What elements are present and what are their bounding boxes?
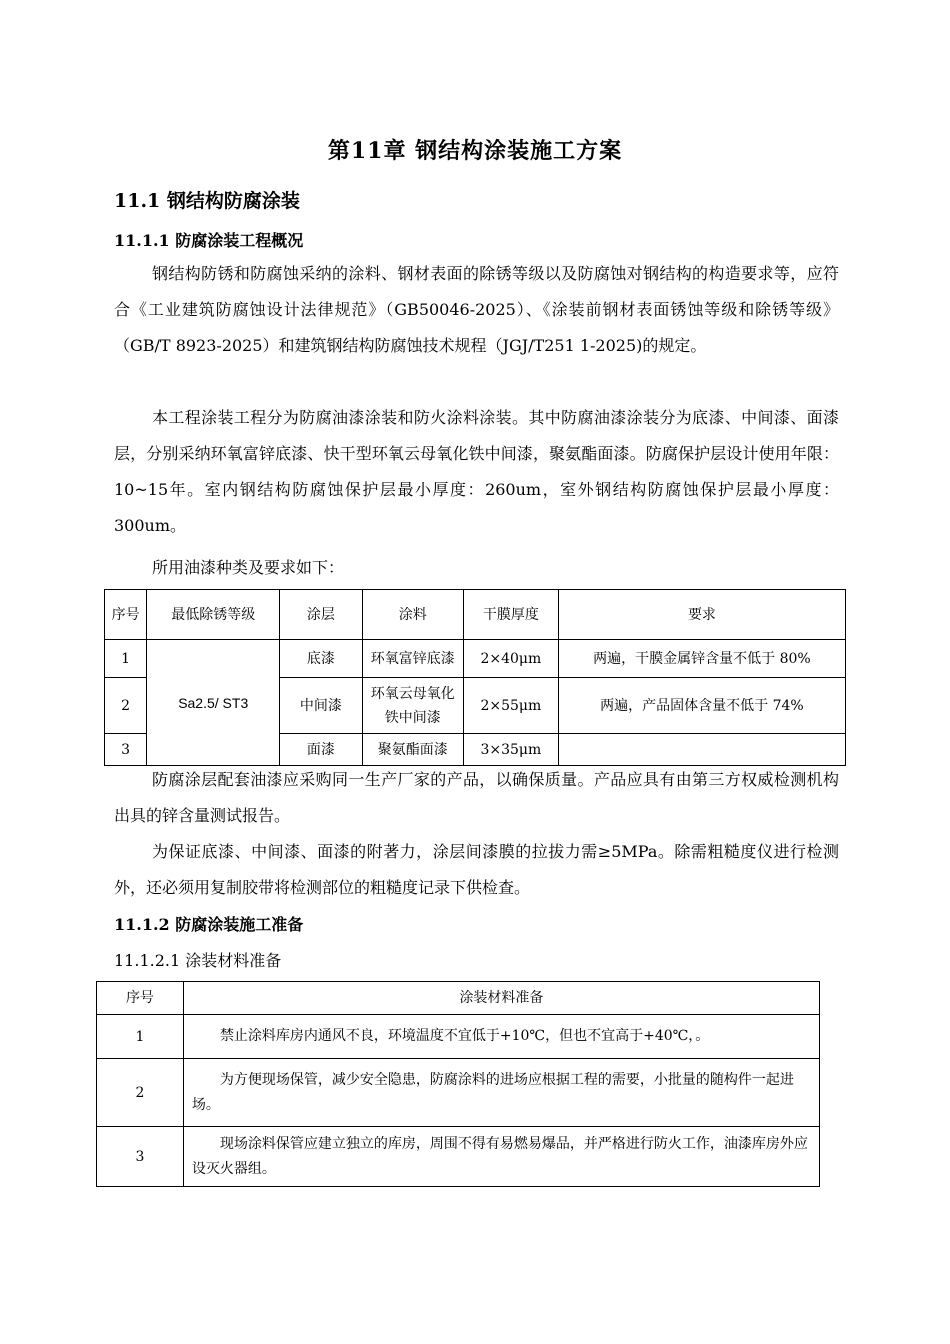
paragraph-overview: 钢结构防锈和防腐蚀采纳的涂料、钢材表面的除锈等级以及防腐蚀对钢结构的构造要求等，应符合《工业建筑防腐蚀设计法律规范》（GB50046-2025）、《涂装前钢材表面锈蚀等级和除锈等级》（GB/T 8923-2025）和建筑钢结构防腐蚀技术规程（JGJ/T251 1-2025)的规定。 <box>114 264 839 355</box>
cell-no: 3 <box>97 1127 184 1187</box>
cell-no: 1 <box>97 1015 184 1059</box>
cell-no: 2 <box>97 1059 184 1127</box>
cell-paint: 环氧云母氧化铁中间漆 <box>362 678 463 734</box>
subsection-title-2-1: 11.1.2.1 涂装材料准备 <box>114 951 282 970</box>
table-header-row <box>105 590 846 640</box>
section-title: 11.1 钢结构防腐涂装 <box>114 190 300 212</box>
cell-paint: 环氧富锌底漆 <box>362 640 463 678</box>
cell-no: 1 <box>105 640 147 678</box>
header-no: 序号 <box>105 590 147 640</box>
cell-thickness: 2×55μm <box>463 678 558 734</box>
cell-no: 3 <box>105 734 147 766</box>
cell-text: 现场涂料保管应建立独立的库房，周围不得有易燃易爆品，并严格进行防火工作，油漆库房外应设灭火器组。 <box>183 1127 819 1187</box>
chapter-title: 第11章 钢结构涂装施工方案 <box>327 138 623 164</box>
table-header-row <box>97 982 820 1015</box>
cell-layer: 底漆 <box>280 640 362 678</box>
header-layer: 涂层 <box>280 590 362 640</box>
material-preparation-table <box>96 981 820 1187</box>
header-requirement: 要求 <box>558 590 845 640</box>
cell-layer: 中间漆 <box>280 678 362 734</box>
cell-requirement <box>558 734 845 766</box>
header-no: 序号 <box>97 982 184 1015</box>
header-grade: 最低除锈等级 <box>147 590 280 640</box>
table-row <box>105 640 846 678</box>
cell-thickness: 3×35μm <box>463 734 558 766</box>
subsection-title-2: 11.1.2 防腐涂装施工准备 <box>114 915 304 934</box>
cell-text: 为方便现场保管，减少安全隐患，防腐涂料的进场应根据工程的需要，小批量的随构件一起进场。 <box>183 1059 819 1127</box>
paragraph-supplier: 防腐涂层配套油漆应采购同一生产厂家的产品，以确保质量。产品应具有由第三方权威检测机构出具的锌含量测试报告。 <box>114 770 839 825</box>
subsection-title-1: 11.1.1 防腐涂装工程概况 <box>114 231 304 250</box>
table-row <box>97 1015 820 1059</box>
cell-paint: 聚氨酯面漆 <box>362 734 463 766</box>
cell-thickness: 2×40μm <box>463 640 558 678</box>
cell-requirement: 两遍，干膜金属锌含量不低于 80% <box>558 640 845 678</box>
table-row <box>97 1059 820 1127</box>
paragraph-paint-intro: 所用油漆种类及要求如下： <box>152 558 345 577</box>
cell-no: 2 <box>105 678 147 734</box>
header-preparation: 涂装材料准备 <box>183 982 819 1015</box>
header-thickness: 干膜厚度 <box>463 590 558 640</box>
header-paint: 涂料 <box>362 590 463 640</box>
paragraph-adhesion: 为保证底漆、中间漆、面漆的附著力，涂层间漆膜的拉拔力需≥5MPa。除需粗糙度仪进行检测外，还必须用复制胶带将检测部位的粗糙度记录下供检查。 <box>114 842 839 897</box>
table-row <box>97 1127 820 1187</box>
cell-layer: 面漆 <box>280 734 362 766</box>
cell-requirement: 两遍，产品固体含量不低于 74% <box>558 678 845 734</box>
cell-grade: Sa2.5/ ST3 <box>147 640 280 766</box>
paint-requirements-table <box>104 589 846 766</box>
paragraph-coating-scope: 本工程涂装工程分为防腐油漆涂装和防火涂料涂装。其中防腐油漆涂装分为底漆、中间漆、面漆层，分别采纳环氧富锌底漆、快干型环氧云母氧化铁中间漆，聚氨酯面漆。防腐保护层设计使用年限：10~15年。室内钢结构防腐蚀保护层最小厚度：260um，室外钢结构防腐蚀保护层最小厚度：300um。 <box>114 408 839 535</box>
cell-text: 禁止涂料库房内通风不良，环境温度不宜低于+10℃，但也不宜高于+40℃，。 <box>183 1015 819 1059</box>
